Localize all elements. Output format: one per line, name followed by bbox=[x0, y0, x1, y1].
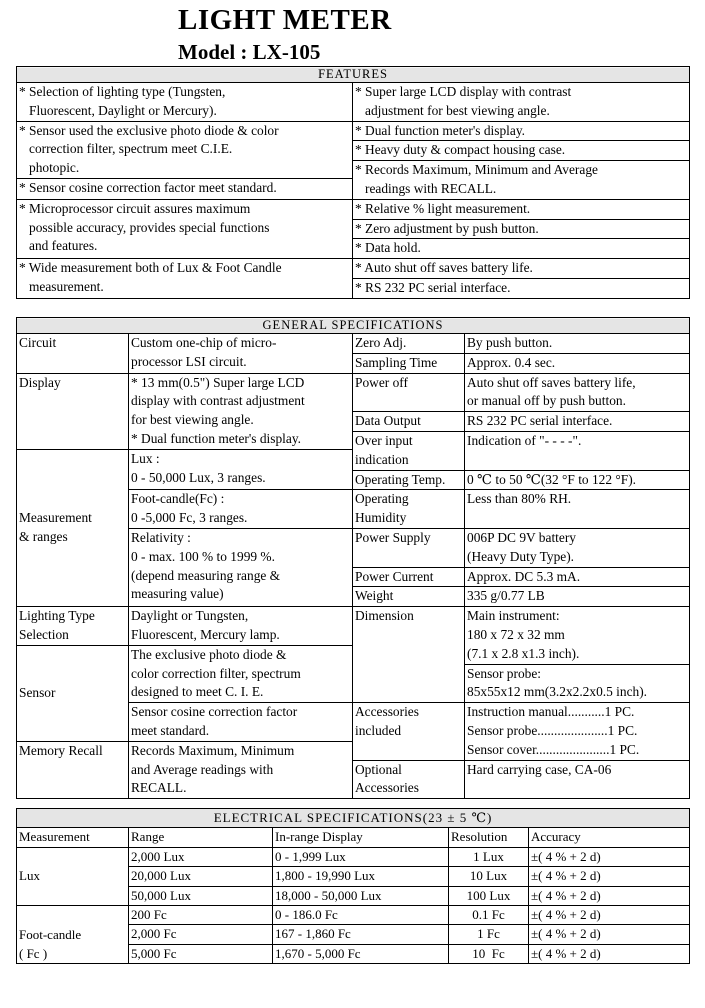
feature-item: * Heavy duty & compact housing case. bbox=[353, 141, 690, 161]
resolution-cell: 1 Lux bbox=[449, 847, 529, 866]
spec-value-lighting: Daylight or Tungsten, Fluorescent, Mercury lamp. bbox=[129, 607, 353, 646]
spec-value-display: * 13 mm(0.5") Super large LCD display with contrast adjustment for best viewing angle. * Dual function meter's display. bbox=[129, 373, 353, 449]
spec-value-power-current: Approx. DC 5.3 mA. bbox=[465, 567, 690, 587]
accuracy-cell: ±( 4 % + 2 d) bbox=[529, 944, 690, 963]
range-cell: 2,000 Lux bbox=[129, 847, 273, 866]
spec-label-optional: Optional Accessories bbox=[353, 760, 465, 799]
column-header-range: Range bbox=[129, 828, 273, 847]
spec-label-zero-adj: Zero Adj. bbox=[353, 334, 465, 354]
range-cell: 5,000 Fc bbox=[129, 944, 273, 963]
spec-label-accessories: Accessories included bbox=[353, 703, 465, 760]
model-number: Model : LX-105 bbox=[178, 40, 321, 64]
accuracy-cell: ±( 4 % + 2 d) bbox=[529, 906, 690, 925]
spec-label-memory: Memory Recall bbox=[17, 741, 129, 798]
spec-value-sampling: Approx. 0.4 sec. bbox=[465, 353, 690, 373]
features-table bbox=[16, 66, 690, 299]
features-heading: FEATURES bbox=[17, 67, 690, 83]
spec-label-dimension: Dimension bbox=[353, 607, 465, 703]
spec-value-lux-range: Lux : 0 - 50,000 Lux, 3 ranges. bbox=[129, 449, 353, 490]
spec-value-op-temp: 0 ℃ to 50 ℃(32 °F to 122 °F). bbox=[465, 470, 690, 490]
feature-item: * Records Maximum, Minimum and Average readings with RECALL. bbox=[353, 161, 690, 200]
column-header-measurement: Measurement bbox=[17, 828, 129, 847]
feature-item: * RS 232 PC serial interface. bbox=[353, 278, 690, 298]
spec-value-circuit: Custom one-chip of micro- processor LSI circuit. bbox=[129, 334, 353, 374]
feature-item: * Wide measurement both of Lux & Foot Candle measurement. bbox=[17, 259, 353, 299]
spec-value-dimension-probe: Sensor probe: 85x55x12 mm(3.2x2.2x0.5 inch). bbox=[465, 664, 690, 703]
spec-value-power-supply: 006P DC 9V battery (Heavy Duty Type). bbox=[465, 528, 690, 567]
general-specifications-table bbox=[16, 317, 690, 799]
accuracy-cell: ±( 4 % + 2 d) bbox=[529, 867, 690, 886]
resolution-cell: 10 Fc bbox=[449, 944, 529, 963]
measurement-fc-label: Foot-candle ( Fc ) bbox=[17, 906, 129, 964]
resolution-cell: 10 Lux bbox=[449, 867, 529, 886]
feature-item: * Super large LCD display with contrast adjustment for best viewing angle. bbox=[353, 83, 690, 122]
spec-value-over-input: Indication of "- - - -". bbox=[465, 431, 690, 470]
spec-label-measurement: Measurement & ranges bbox=[17, 449, 129, 606]
column-header-resolution: Resolution bbox=[449, 828, 529, 847]
feature-item: * Dual function meter's display. bbox=[353, 121, 690, 141]
feature-item: * Relative % light measurement. bbox=[353, 199, 690, 219]
resolution-cell: 1 Fc bbox=[449, 925, 529, 944]
spec-label-weight: Weight bbox=[353, 587, 465, 607]
spec-label-power-current: Power Current bbox=[353, 567, 465, 587]
resolution-cell: 100 Lux bbox=[449, 886, 529, 905]
spec-value-zero-adj: By push button. bbox=[465, 334, 690, 354]
page-title: LIGHT METER bbox=[178, 4, 392, 36]
feature-item: * Selection of lighting type (Tungsten, Fluorescent, Daylight or Mercury). bbox=[17, 83, 353, 122]
range-cell: 200 Fc bbox=[129, 906, 273, 925]
display-cell: 18,000 - 50,000 Lux bbox=[273, 886, 449, 905]
feature-item: * Zero adjustment by push button. bbox=[353, 219, 690, 239]
display-cell: 167 - 1,860 Fc bbox=[273, 925, 449, 944]
spec-label-sampling: Sampling Time bbox=[353, 353, 465, 373]
spec-value-op-humidity: Less than 80% RH. bbox=[465, 490, 690, 529]
feature-item: * Auto shut off saves battery life. bbox=[353, 259, 690, 279]
spec-value-data-output: RS 232 PC serial interface. bbox=[465, 412, 690, 432]
spec-label-over-input: Over input indication bbox=[353, 431, 465, 470]
general-heading: GENERAL SPECIFICATIONS bbox=[17, 318, 690, 334]
spec-value-dimension-main: Main instrument: 180 x 72 x 32 mm (7.1 x 2.8 x1.3 inch). bbox=[465, 607, 690, 664]
spec-label-op-humidity: Operating Humidity bbox=[353, 490, 465, 529]
accuracy-cell: ±( 4 % + 2 d) bbox=[529, 847, 690, 866]
spec-value-sensor-b: Sensor cosine correction factor meet standard. bbox=[129, 703, 353, 742]
electrical-specifications-table bbox=[16, 808, 690, 964]
table-row bbox=[17, 906, 690, 925]
display-cell: 0 - 1,999 Lux bbox=[273, 847, 449, 866]
spec-label-lighting: Lighting Type Selection bbox=[17, 607, 129, 646]
display-cell: 0 - 186.0 Fc bbox=[273, 906, 449, 925]
resolution-cell: 0.1 Fc bbox=[449, 906, 529, 925]
spec-label-sensor: Sensor bbox=[17, 645, 129, 741]
spec-label-display: Display bbox=[17, 373, 129, 449]
spec-value-optional: Hard carrying case, CA-06 bbox=[465, 760, 690, 799]
spec-value-accessories: Instruction manual...........1 PC. Sensor probe.....................1 PC. Sensor cover......................1 PC. bbox=[465, 703, 690, 760]
range-cell: 2,000 Fc bbox=[129, 925, 273, 944]
display-cell: 1,670 - 5,000 Fc bbox=[273, 944, 449, 963]
accuracy-cell: ±( 4 % + 2 d) bbox=[529, 925, 690, 944]
feature-item: * Sensor used the exclusive photo diode & color correction filter, spectrum meet C.I.E. photopic. bbox=[17, 121, 353, 179]
accuracy-cell: ±( 4 % + 2 d) bbox=[529, 886, 690, 905]
range-cell: 50,000 Lux bbox=[129, 886, 273, 905]
spec-value-power-off: Auto shut off saves battery life, or manual off by push button. bbox=[465, 373, 690, 412]
column-header-accuracy: Accuracy bbox=[529, 828, 690, 847]
feature-item: * Data hold. bbox=[353, 239, 690, 259]
spec-value-fc-range: Foot-candle(Fc) : 0 -5,000 Fc, 3 ranges. bbox=[129, 490, 353, 529]
spec-value-weight: 335 g/0.77 LB bbox=[465, 587, 690, 607]
spec-value-relativity: Relativity : 0 - max. 100 % to 1999 %. (depend measuring range & measuring value) bbox=[129, 528, 353, 606]
spec-label-power-off: Power off bbox=[353, 373, 465, 412]
feature-item: * Sensor cosine correction factor meet standard. bbox=[17, 179, 353, 199]
spec-value-sensor-a: The exclusive photo diode & color correction filter, spectrum designed to meet C. I. E. bbox=[129, 645, 353, 702]
spec-label-circuit: Circuit bbox=[17, 334, 129, 374]
display-cell: 1,800 - 19,990 Lux bbox=[273, 867, 449, 886]
table-row bbox=[17, 847, 690, 866]
column-header-display: In-range Display bbox=[273, 828, 449, 847]
feature-item: * Microprocessor circuit assures maximum possible accuracy, provides special functions and features. bbox=[17, 199, 353, 258]
measurement-lux-label: Lux bbox=[17, 847, 129, 905]
spec-label-op-temp: Operating Temp. bbox=[353, 470, 465, 490]
spec-value-memory: Records Maximum, Minimum and Average readings with RECALL. bbox=[129, 741, 353, 798]
spec-label-power-supply: Power Supply bbox=[353, 528, 465, 567]
electrical-heading: ELECTRICAL SPECIFICATIONS(23 ± 5 ℃) bbox=[17, 809, 690, 828]
spec-label-data-output: Data Output bbox=[353, 412, 465, 432]
range-cell: 20,000 Lux bbox=[129, 867, 273, 886]
